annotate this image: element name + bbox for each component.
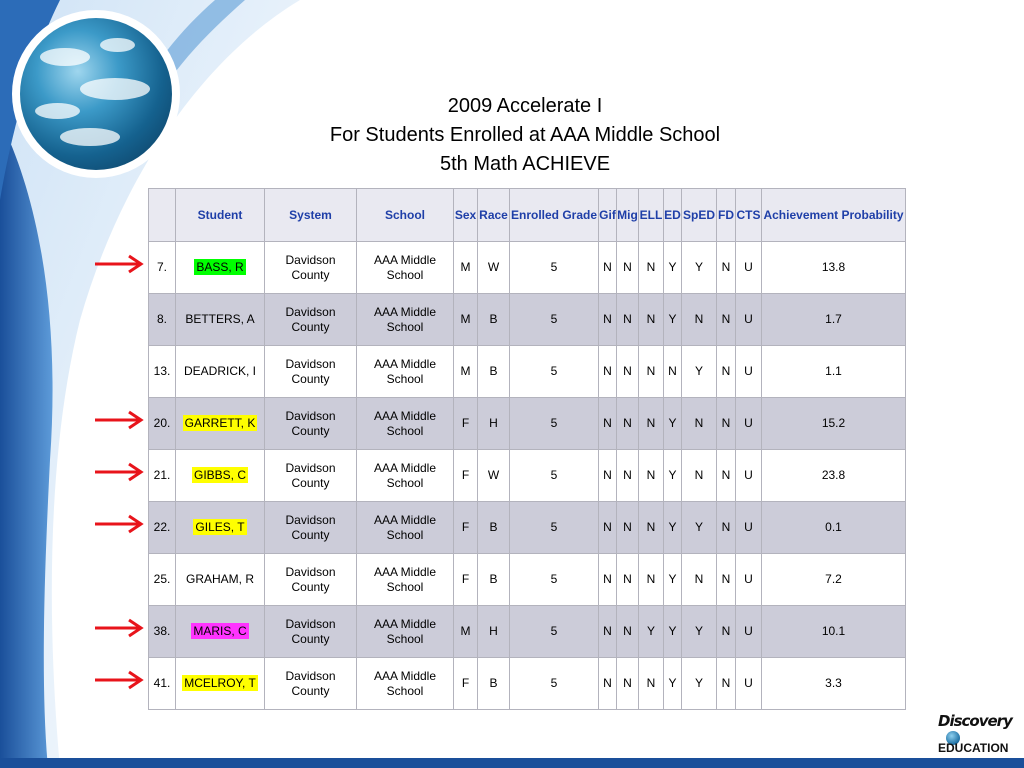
cell-fd: N bbox=[717, 606, 736, 658]
cell-student: BETTERS, A bbox=[176, 294, 265, 346]
title-line-3: 5th Math ACHIEVE bbox=[439, 153, 611, 175]
column-header: ELL bbox=[639, 189, 664, 242]
column-header: Race bbox=[478, 189, 510, 242]
cell-sped: N bbox=[682, 398, 717, 450]
cell-grade: 5 bbox=[510, 346, 599, 398]
cell-cts: U bbox=[736, 294, 762, 346]
cell-fd: N bbox=[717, 294, 736, 346]
cell-ell: N bbox=[639, 242, 664, 294]
cell-ell: N bbox=[639, 450, 664, 502]
table-row bbox=[149, 502, 906, 554]
cell-sped: Y bbox=[682, 606, 717, 658]
cell-ell: Y bbox=[639, 606, 664, 658]
column-header: SpED bbox=[682, 189, 717, 242]
cell-sex: M bbox=[454, 346, 478, 398]
cell-mig: N bbox=[617, 554, 639, 606]
cell-ell: N bbox=[639, 346, 664, 398]
cell-num: 7. bbox=[149, 242, 176, 294]
column-header: CTS bbox=[736, 189, 762, 242]
cell-school: AAA Middle School bbox=[357, 502, 454, 554]
cell-sex: F bbox=[454, 398, 478, 450]
cell-sped: N bbox=[682, 554, 717, 606]
table-row bbox=[149, 294, 906, 346]
cell-ed: Y bbox=[664, 294, 682, 346]
cell-sex: M bbox=[454, 294, 478, 346]
cell-school: AAA Middle School bbox=[357, 242, 454, 294]
table-row bbox=[149, 398, 906, 450]
cell-prob: 10.1 bbox=[762, 606, 906, 658]
cell-ell: N bbox=[639, 294, 664, 346]
cell-sex: F bbox=[454, 450, 478, 502]
cell-num: 20. bbox=[149, 398, 176, 450]
globe-icon bbox=[20, 18, 172, 170]
red-arrow-icon bbox=[93, 410, 145, 430]
cell-race: B bbox=[478, 502, 510, 554]
cell-fd: N bbox=[717, 346, 736, 398]
cell-sped: Y bbox=[682, 346, 717, 398]
table-row bbox=[149, 658, 906, 710]
table-row bbox=[149, 450, 906, 502]
cell-sped: Y bbox=[682, 242, 717, 294]
red-arrow-icon bbox=[93, 618, 145, 638]
discovery-education-logo bbox=[936, 710, 1016, 760]
slide-title bbox=[270, 92, 780, 179]
cell-prob: 3.3 bbox=[762, 658, 906, 710]
cell-ed: Y bbox=[664, 398, 682, 450]
cell-student bbox=[176, 502, 265, 554]
cell-grade: 5 bbox=[510, 398, 599, 450]
red-arrow-icon bbox=[93, 462, 145, 482]
cell-ell: N bbox=[639, 554, 664, 606]
cell-race: W bbox=[478, 450, 510, 502]
cell-cts: U bbox=[736, 502, 762, 554]
column-header bbox=[149, 189, 176, 242]
cell-mig: N bbox=[617, 606, 639, 658]
cell-mig: N bbox=[617, 242, 639, 294]
cell-mig: N bbox=[617, 346, 639, 398]
cell-race: B bbox=[478, 294, 510, 346]
cell-ed: Y bbox=[664, 242, 682, 294]
cell-grade: 5 bbox=[510, 502, 599, 554]
red-arrow-icon bbox=[93, 254, 145, 274]
cell-student: DEADRICK, I bbox=[176, 346, 265, 398]
cell-gif: N bbox=[599, 346, 617, 398]
cell-school: AAA Middle School bbox=[357, 398, 454, 450]
cell-prob: 15.2 bbox=[762, 398, 906, 450]
cell-race: H bbox=[478, 398, 510, 450]
student-name-highlight: MARIS, C bbox=[193, 624, 247, 638]
student-table bbox=[148, 188, 906, 710]
cell-school: AAA Middle School bbox=[357, 294, 454, 346]
cell-fd: N bbox=[717, 658, 736, 710]
cell-cts: U bbox=[736, 346, 762, 398]
column-header: Student bbox=[176, 189, 265, 242]
column-header: Achievement Probability bbox=[762, 189, 906, 242]
cell-mig: N bbox=[617, 450, 639, 502]
cell-ed: Y bbox=[664, 606, 682, 658]
cell-gif: N bbox=[599, 502, 617, 554]
cell-grade: 5 bbox=[510, 242, 599, 294]
cell-race: H bbox=[478, 606, 510, 658]
cell-grade: 5 bbox=[510, 658, 599, 710]
table-row bbox=[149, 606, 906, 658]
cell-grade: 5 bbox=[510, 294, 599, 346]
cell-student: GRAHAM, R bbox=[176, 554, 265, 606]
cell-sex: F bbox=[454, 554, 478, 606]
cell-prob: 1.1 bbox=[762, 346, 906, 398]
cell-school: AAA Middle School bbox=[357, 450, 454, 502]
cell-grade: 5 bbox=[510, 450, 599, 502]
table-header-row bbox=[149, 189, 906, 242]
cell-race: B bbox=[478, 658, 510, 710]
cell-system: Davidson County bbox=[265, 294, 357, 346]
red-arrow-icon bbox=[93, 514, 145, 534]
student-name-highlight: GARRETT, K bbox=[184, 416, 256, 430]
table-row bbox=[149, 346, 906, 398]
bottom-bar bbox=[0, 758, 1024, 768]
student-name-highlight: GIBBS, C bbox=[193, 468, 246, 482]
cell-gif: N bbox=[599, 398, 617, 450]
logo-brand: Discovery bbox=[938, 712, 1012, 730]
cell-student bbox=[176, 606, 265, 658]
cell-sex: M bbox=[454, 242, 478, 294]
column-header: School bbox=[357, 189, 454, 242]
cell-sex: F bbox=[454, 658, 478, 710]
cell-system: Davidson County bbox=[265, 346, 357, 398]
cell-student bbox=[176, 658, 265, 710]
cell-student bbox=[176, 450, 265, 502]
cell-system: Davidson County bbox=[265, 242, 357, 294]
cell-student bbox=[176, 398, 265, 450]
cell-sped: Y bbox=[682, 502, 717, 554]
cell-prob: 13.8 bbox=[762, 242, 906, 294]
cell-ed: N bbox=[664, 346, 682, 398]
cell-cts: U bbox=[736, 606, 762, 658]
title-line-1: 2009 Accelerate I bbox=[447, 95, 603, 117]
cell-mig: N bbox=[617, 502, 639, 554]
cell-gif: N bbox=[599, 450, 617, 502]
cell-ed: Y bbox=[664, 658, 682, 710]
cell-system: Davidson County bbox=[265, 554, 357, 606]
cell-race: B bbox=[478, 346, 510, 398]
cell-fd: N bbox=[717, 502, 736, 554]
cell-gif: N bbox=[599, 606, 617, 658]
cell-system: Davidson County bbox=[265, 398, 357, 450]
cell-ell: N bbox=[639, 398, 664, 450]
student-name-highlight: GILES, T bbox=[195, 520, 245, 534]
title-line-2: For Students Enrolled at AAA Middle School bbox=[329, 124, 721, 146]
cell-fd: N bbox=[717, 242, 736, 294]
cell-gif: N bbox=[599, 294, 617, 346]
globe-image bbox=[12, 10, 180, 178]
table-row bbox=[149, 554, 906, 606]
cell-num: 13. bbox=[149, 346, 176, 398]
cell-gif: N bbox=[599, 242, 617, 294]
cell-sex: F bbox=[454, 502, 478, 554]
cell-prob: 7.2 bbox=[762, 554, 906, 606]
cell-school: AAA Middle School bbox=[357, 658, 454, 710]
cell-system: Davidson County bbox=[265, 450, 357, 502]
cell-sped: N bbox=[682, 450, 717, 502]
cell-cts: U bbox=[736, 242, 762, 294]
cell-fd: N bbox=[717, 398, 736, 450]
column-header: Mig bbox=[617, 189, 639, 242]
cell-race: B bbox=[478, 554, 510, 606]
cell-grade: 5 bbox=[510, 554, 599, 606]
student-name-highlight: BASS, R bbox=[196, 260, 244, 274]
cell-cts: U bbox=[736, 658, 762, 710]
cell-fd: N bbox=[717, 450, 736, 502]
cell-num: 25. bbox=[149, 554, 176, 606]
student-name-highlight: MCELROY, T bbox=[184, 676, 256, 690]
cell-student bbox=[176, 242, 265, 294]
column-header: ED bbox=[664, 189, 682, 242]
cell-num: 22. bbox=[149, 502, 176, 554]
table-row bbox=[149, 242, 906, 294]
cell-system: Davidson County bbox=[265, 658, 357, 710]
cell-cts: U bbox=[736, 398, 762, 450]
cell-cts: U bbox=[736, 450, 762, 502]
cell-system: Davidson County bbox=[265, 606, 357, 658]
cell-cts: U bbox=[736, 554, 762, 606]
cell-num: 8. bbox=[149, 294, 176, 346]
column-header: Enrolled Grade bbox=[510, 189, 599, 242]
cell-mig: N bbox=[617, 658, 639, 710]
cell-num: 41. bbox=[149, 658, 176, 710]
cell-mig: N bbox=[617, 294, 639, 346]
cell-num: 38. bbox=[149, 606, 176, 658]
cell-sped: N bbox=[682, 294, 717, 346]
cell-prob: 1.7 bbox=[762, 294, 906, 346]
cell-prob: 0.1 bbox=[762, 502, 906, 554]
cell-gif: N bbox=[599, 554, 617, 606]
cell-ell: N bbox=[639, 502, 664, 554]
cell-school: AAA Middle School bbox=[357, 346, 454, 398]
cell-grade: 5 bbox=[510, 606, 599, 658]
cell-fd: N bbox=[717, 554, 736, 606]
cell-system: Davidson County bbox=[265, 502, 357, 554]
column-header: FD bbox=[717, 189, 736, 242]
cell-ed: Y bbox=[664, 450, 682, 502]
column-header: Sex bbox=[454, 189, 478, 242]
cell-mig: N bbox=[617, 398, 639, 450]
logo-sub: EDUCATION bbox=[938, 741, 1009, 755]
red-arrow-icon bbox=[93, 670, 145, 690]
cell-sex: M bbox=[454, 606, 478, 658]
cell-school: AAA Middle School bbox=[357, 606, 454, 658]
column-header: Gif bbox=[599, 189, 617, 242]
cell-gif: N bbox=[599, 658, 617, 710]
cell-ed: Y bbox=[664, 502, 682, 554]
column-header: System bbox=[265, 189, 357, 242]
cell-prob: 23.8 bbox=[762, 450, 906, 502]
cell-sped: Y bbox=[682, 658, 717, 710]
cell-race: W bbox=[478, 242, 510, 294]
cell-num: 21. bbox=[149, 450, 176, 502]
cell-ell: N bbox=[639, 658, 664, 710]
cell-ed: Y bbox=[664, 554, 682, 606]
cell-school: AAA Middle School bbox=[357, 554, 454, 606]
